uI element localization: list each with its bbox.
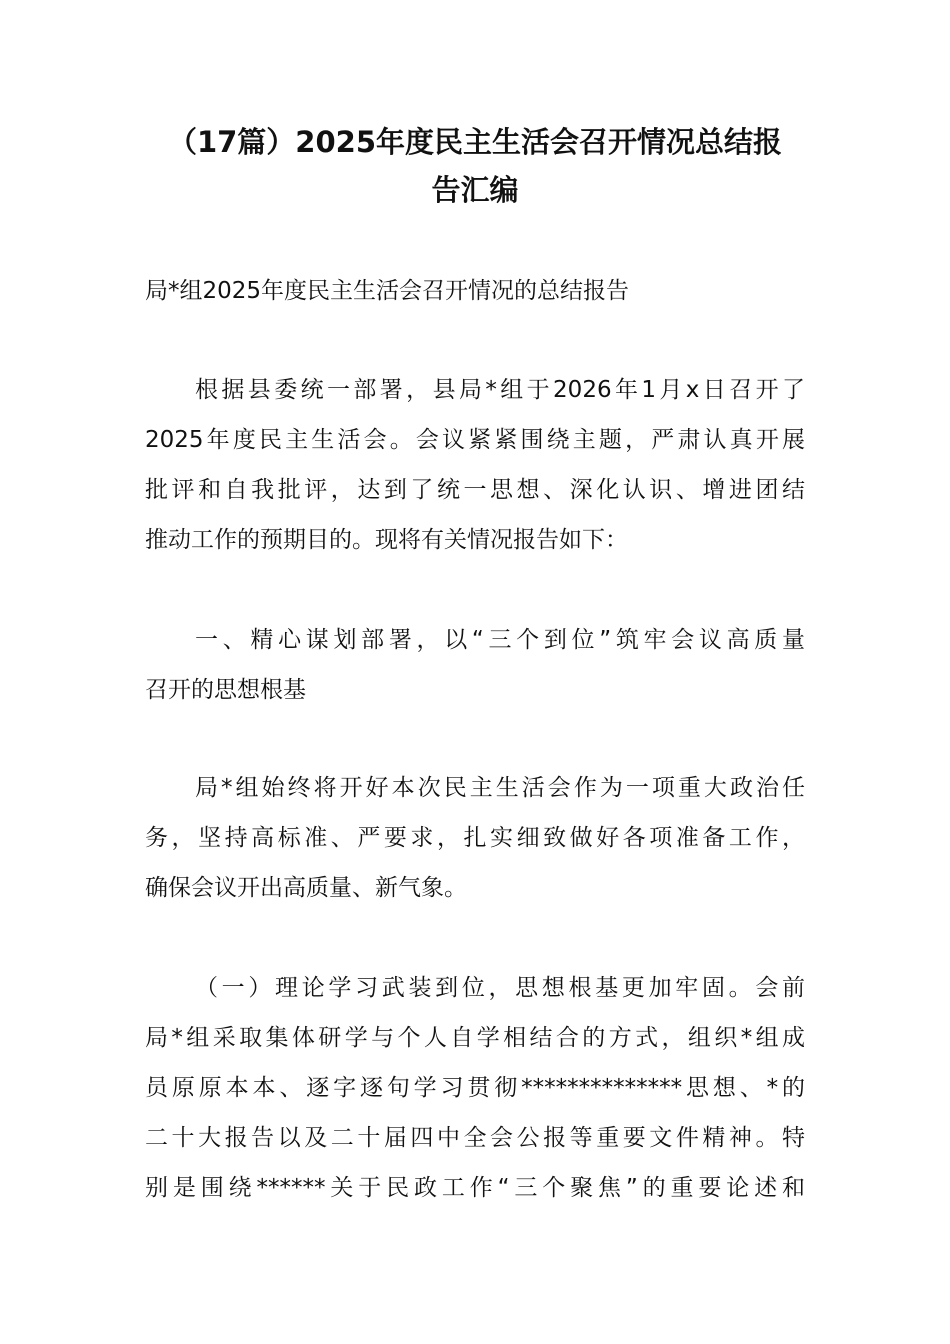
- paragraph-line: 别是围绕******关于民政工作“三个聚焦”的重要论述和: [145, 1175, 805, 1201]
- paragraph-line: 确保会议开出高质量、新气象。: [145, 875, 467, 901]
- paragraph-line: 批评和自我批评，达到了统一思想、深化认识、增进团结: [145, 477, 805, 503]
- subtitle: [145, 266, 805, 316]
- paragraph-line: 局*组始终将开好本次民主生活会作为一项重大政治任: [195, 775, 805, 801]
- paragraph-line: 根据县委统一部署，县局*组于2026年1月x日召开了: [195, 377, 805, 403]
- section-heading-1: [145, 615, 805, 715]
- paragraph-line: 推动工作的预期目的。现将有关情况报告如下：: [145, 527, 628, 553]
- paragraph-intro: [145, 365, 805, 565]
- paragraph-line: 员原原本本、逐字逐句学习贯彻**************思想、*的: [145, 1075, 805, 1101]
- paragraph-line: 局*组采取集体研学与个人自学相结合的方式，组织*组成: [145, 1025, 805, 1051]
- paragraph-theory-study: [145, 963, 805, 1213]
- subtitle-text: 局*组2025年度民主生活会召开情况的总结报告: [145, 278, 630, 304]
- paragraph-line: 务，坚持高标准、严要求，扎实细致做好各项准备工作，: [145, 825, 805, 851]
- paragraph-line: 2025年度民主生活会。会议紧紧围绕主题，严肃认真开展: [145, 427, 805, 453]
- paragraph-preparation: [145, 763, 805, 913]
- title-line: （17篇）2025年度民主生活会召开情况总结报: [167, 125, 783, 159]
- title-line: 告汇编: [431, 173, 519, 207]
- paragraph-line: （一）理论学习武装到位，思想根基更加牢固。会前: [195, 975, 805, 1001]
- document-title: [140, 118, 810, 214]
- paragraph-line: 召开的思想根基: [145, 677, 306, 703]
- paragraph-line: 一、精心谋划部署，以“三个到位”筑牢会议高质量: [195, 627, 805, 653]
- paragraph-line: 二十大报告以及二十届四中全会公报等重要文件精神。特: [145, 1125, 805, 1151]
